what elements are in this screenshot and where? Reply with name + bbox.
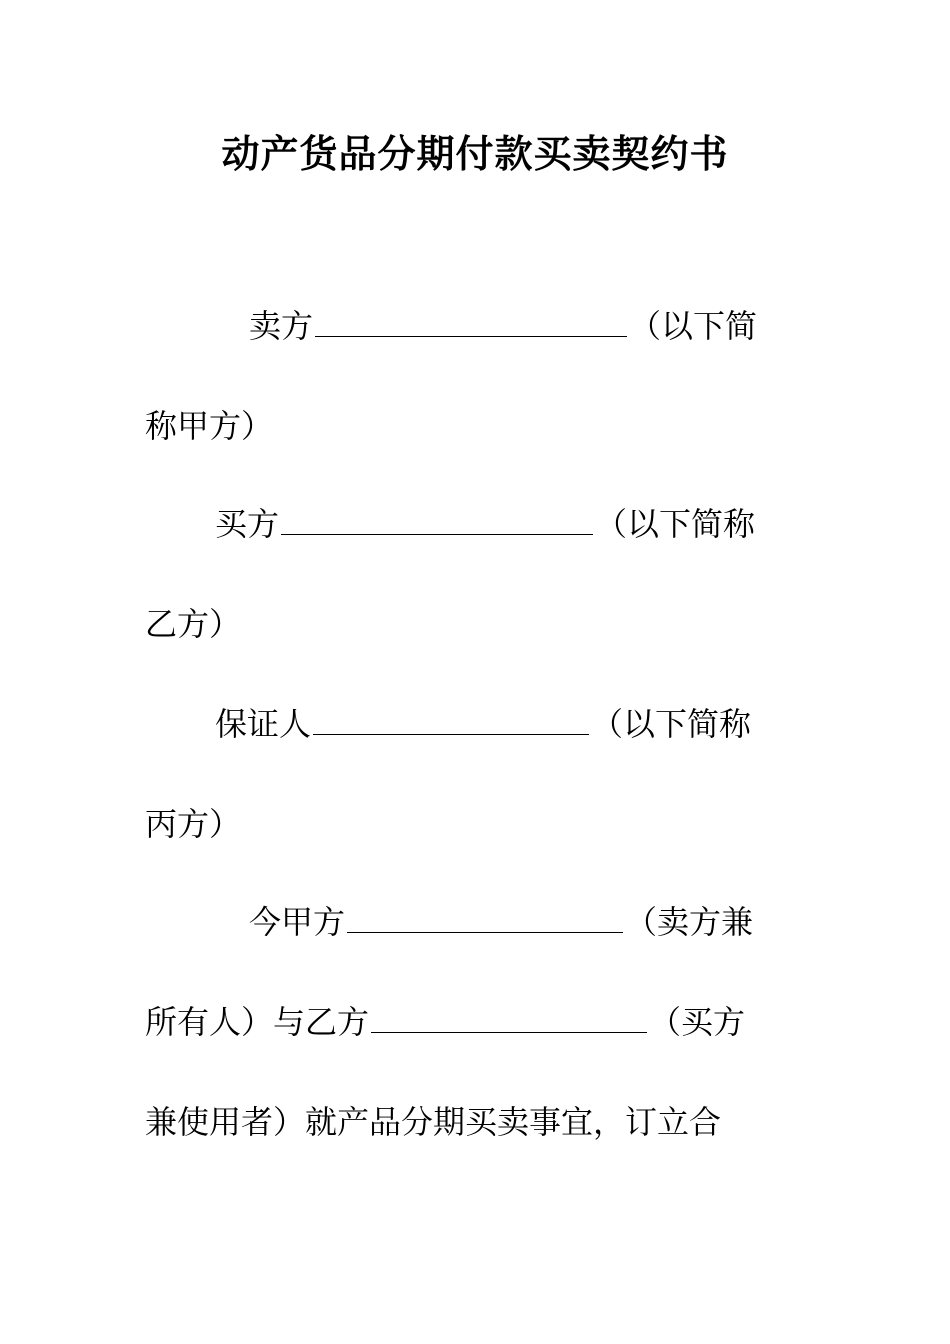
seller-line	[145, 304, 785, 348]
buyer-cont: 乙方）	[145, 605, 242, 643]
agreement-line2-suffix: （买方	[649, 1003, 746, 1041]
buyer-suffix: （以下简称	[595, 505, 756, 543]
agreement-line-1	[145, 900, 785, 944]
seller-label: 卖方	[249, 307, 314, 345]
seller-line-cont	[145, 404, 785, 448]
buyer-line	[145, 502, 785, 546]
agreement-line3: 兼使用者）就产品分期买卖事宜，订立合	[145, 1103, 722, 1141]
agreement-label: 今甲方	[249, 903, 346, 941]
seller-blank	[315, 306, 627, 337]
guarantor-label: 保证人	[215, 705, 312, 743]
agreement-line-2	[145, 1000, 785, 1044]
buyer-line-cont	[145, 602, 785, 646]
buyer-blank	[281, 504, 593, 535]
agreement-suffix: （卖方兼	[625, 903, 754, 941]
agreement-buyer-blank	[371, 1002, 647, 1033]
seller-suffix: （以下简	[629, 307, 758, 345]
guarantor-suffix: （以下简称	[591, 705, 752, 743]
seller-cont: 称甲方）	[145, 407, 274, 445]
agreement-line-3	[145, 1100, 785, 1144]
buyer-label: 买方	[215, 505, 280, 543]
guarantor-cont: 丙方）	[145, 805, 242, 843]
guarantor-line-cont	[145, 802, 785, 846]
guarantor-line	[145, 702, 785, 746]
document-title: 动产货品分期付款买卖契约书	[221, 132, 729, 176]
agreement-seller-blank	[347, 902, 623, 933]
guarantor-blank	[313, 704, 589, 735]
agreement-line2-prefix: 所有人）与乙方	[145, 1003, 370, 1041]
